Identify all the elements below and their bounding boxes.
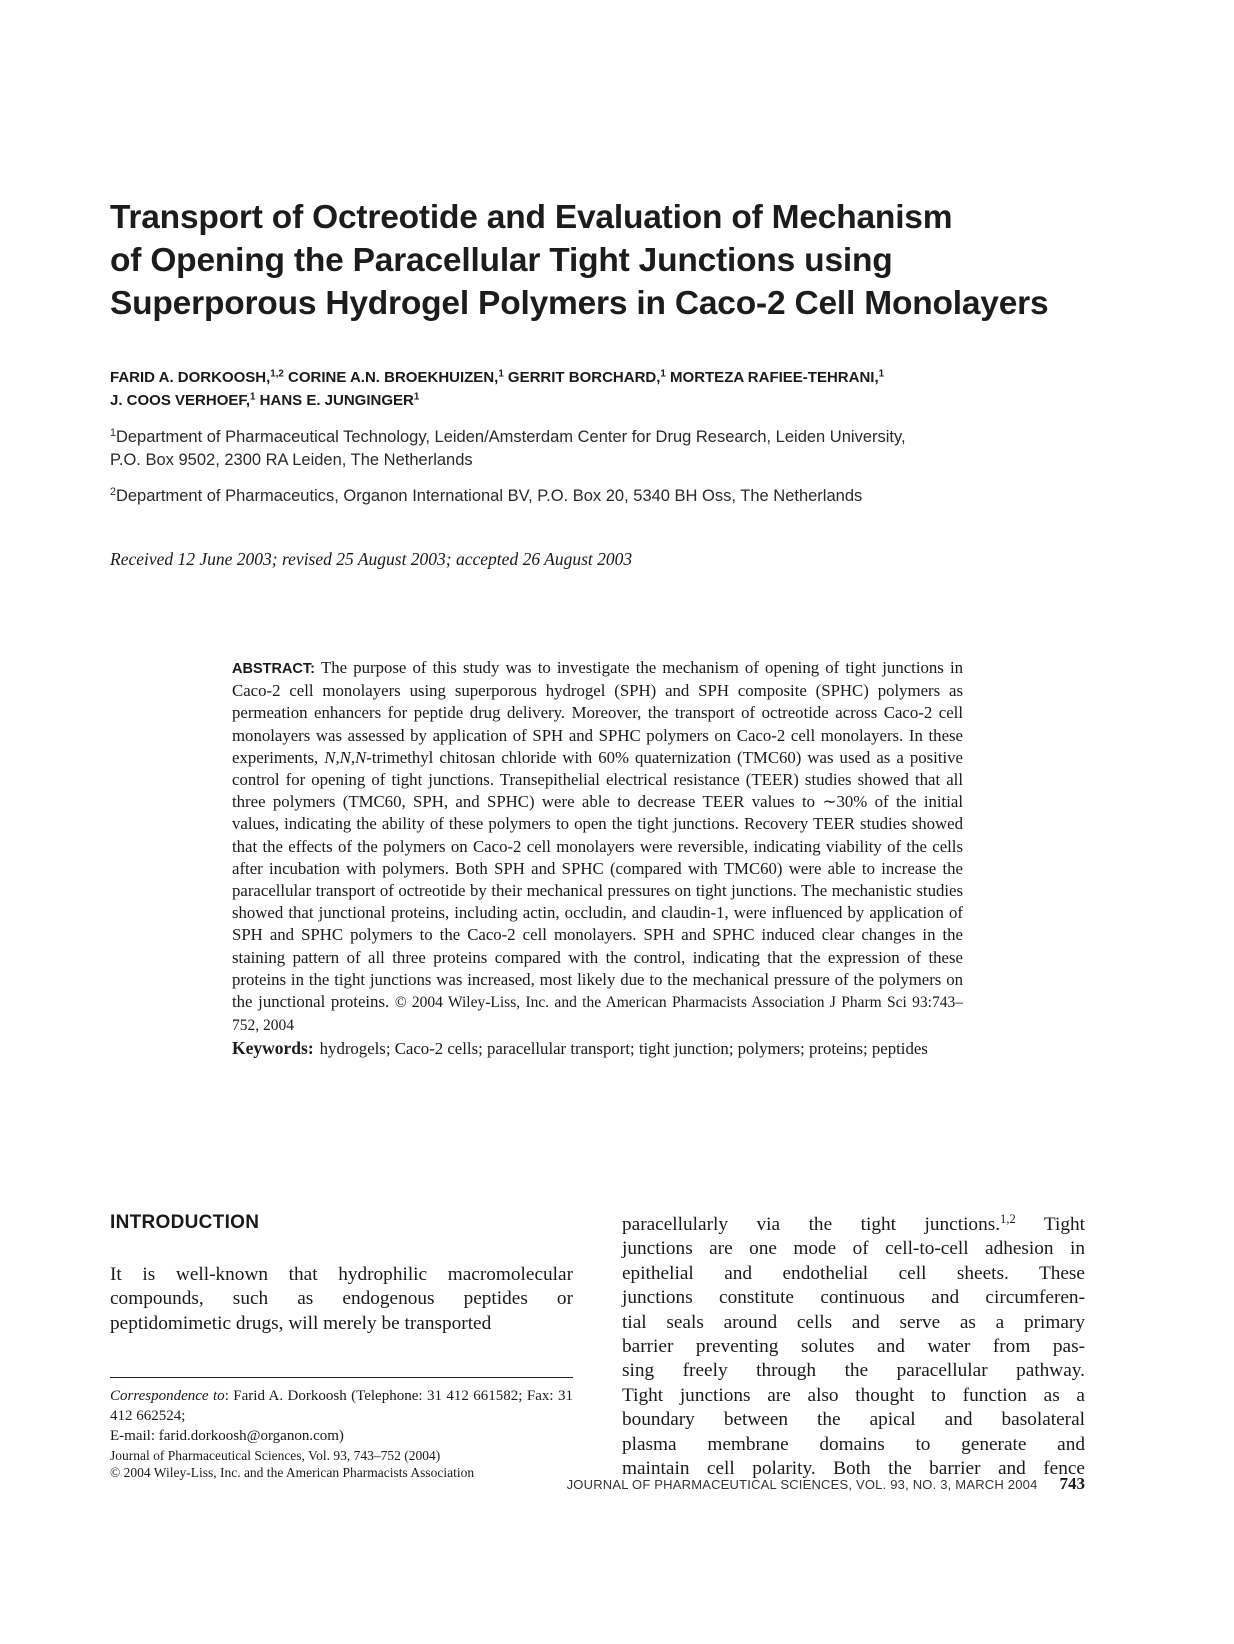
journal-note-line: Journal of Pharmaceutical Sciences, Vol. 93, 743–752 (2004) xyxy=(110,1448,441,1463)
text-line: tial seals around cells and serve as a primary xyxy=(622,1311,1085,1333)
text-line-part: paracellularly via the tight junctions. xyxy=(622,1214,1001,1235)
author: HANS E. JUNGINGER xyxy=(255,392,414,409)
paper-title xyxy=(110,196,1120,325)
author: MORTEZA RAFIEE-TEHRANI, xyxy=(665,369,879,386)
abstract-label: ABSTRACT: xyxy=(232,661,315,677)
affil-text: Department of Pharmaceutics, Organon International BV, P.O. Box 20, 5340 BH Oss, The Netherlands xyxy=(115,487,863,505)
title-line: of Opening the Paracellular Tight Junctions using xyxy=(110,242,893,279)
abstract-text: The purpose of this study was to investigate the mechanism of opening of tight junctions in Caco-2 cell monolayers using superporous hydrogel (SPH) and SPH composite (SPHC) polymers as permeation enhancers for peptide drug delivery. Moreover, the transport of octreotide across Caco-2 cell monolayers was assessed by application of SPH and SPHC polymers on Caco-2 cell monolayers. In these experiments, xyxy=(232,658,963,767)
abstract-text: -trimethyl chitosan chloride with 60% quaternization (TMC60) was used as a positive control for opening of tight junctions. Transepithelial electrical resistance (TEER) studies showed that all three polymers (TMC60, SPH, and SPHC) were able to decrease TEER values to ∼30% of the initial values, indicating the ability of these polymers to open the tight junctions. Recovery TEER studies showed that the effects of the polymers on Caco-2 cell monolayers were reversible, indicating viability of the cells after incubation with polymers. Both SPH and SPHC (compared with TMC60) were able to increase the paracellular transport of octreotide by their mechanical pressures on tight junctions. The mechanistic studies showed that junctional proteins, including actin, occludin, and claudin-1, were influenced by application of SPH and SPHC polymers to the Caco-2 cell monolayers. SPH and SPHC induced clear changes in the staining pattern of all three proteins compared with the control, indicating that the expression of these proteins in the tight junctions was increased, most likely due to the mechanical pressure of the polymers on the junctional proteins. xyxy=(232,747,963,1012)
page-number: 743 xyxy=(1059,1474,1085,1493)
author-affil-sup: 1 xyxy=(498,368,504,380)
text-line: Tight junctions are also thought to function as a xyxy=(622,1384,1085,1406)
correspondence-text: : Farid A. Dorkoosh (Telephone: 31 412 661582; Fax: 31 412 662524; xyxy=(110,1388,573,1424)
text-line: maintain cell polarity. Both the barrier and fence xyxy=(622,1458,1085,1480)
text-line: epithelial and endothelial cell sheets. These xyxy=(622,1262,1085,1284)
affil-sup: 1 xyxy=(110,427,116,440)
introduction-right-column xyxy=(622,1213,1085,1481)
journal-note-line: © 2004 Wiley-Liss, Inc. and the American Pharmacists Association xyxy=(110,1464,475,1480)
author: FARID A. DORKOOSH, xyxy=(110,369,271,386)
author-line xyxy=(110,366,1120,389)
author-affil-sup: 1 xyxy=(250,391,256,403)
text-line: plasma membrane domains to generate and xyxy=(622,1433,1085,1455)
author: J. COOS VERHOEF, xyxy=(110,392,251,409)
author-line xyxy=(110,389,1120,412)
keywords-label: Keywords: xyxy=(232,1038,314,1059)
correspondence-label: Correspondence to xyxy=(110,1388,225,1404)
author-affil-sup: 1 xyxy=(660,368,666,380)
correspondence-email: E-mail: farid.dorkoosh@organon.com) xyxy=(110,1428,344,1444)
title-line: Transport of Octreotide and Evaluation of Mechanism xyxy=(110,199,953,236)
affil-text: P.O. Box 9502, 2300 RA Leiden, The Netherlands xyxy=(110,451,473,469)
footer-journal-name: JOURNAL OF PHARMACEUTICAL SCIENCES, VOL. 93, NO. 3, MARCH 2004 xyxy=(566,1477,1038,1492)
title-line: Superporous Hydrogel Polymers in Caco-2 Cell Monolayers xyxy=(110,285,1049,322)
author-affil-sup: 1 xyxy=(413,391,420,403)
abstract-copyright: © 2004 Wiley-Liss, Inc. and the American Pharmacists Association J Pharm Sci 93:743–752, 2004 xyxy=(232,994,963,1035)
author-list xyxy=(110,366,1120,412)
section-heading-introduction: INTRODUCTION xyxy=(110,1212,260,1233)
received-dates: Received 12 June 2003; revised 25 August 2003; accepted 26 August 2003 xyxy=(110,549,633,569)
page-footer xyxy=(110,1474,1085,1494)
abstract-body xyxy=(232,657,963,1037)
abstract-italic: N,N,N xyxy=(324,747,367,767)
author-affil-sup: 1,2 xyxy=(270,368,284,380)
keywords xyxy=(232,1037,963,1060)
author-affil-sup: 1 xyxy=(878,368,885,380)
text-line: junctions are one mode of cell-to-cell adhesion in xyxy=(622,1238,1085,1260)
affil-sup: 2 xyxy=(110,486,116,499)
text-line: boundary between the apical and basolateral xyxy=(622,1409,1085,1431)
affiliation-2 xyxy=(110,485,1120,508)
author: CORINE A.N. BROEKHUIZEN, xyxy=(283,369,499,386)
text-line: barrier preventing solutes and water from pas- xyxy=(622,1336,1085,1358)
keywords-text: hydrogels; Caco-2 cells; paracellular transport; tight junction; polymers; proteins; peptides xyxy=(319,1039,928,1059)
text-line: sing freely through the paracellular pathway. xyxy=(622,1360,1085,1382)
text-line: junctions constitute continuous and circumferen- xyxy=(622,1287,1085,1309)
text-line xyxy=(622,1213,1085,1237)
text-line-part: Tight xyxy=(1015,1214,1085,1235)
citation-sup: 1,2 xyxy=(1000,1212,1016,1227)
affiliation-1 xyxy=(110,426,1120,472)
footnote-divider xyxy=(110,1377,573,1378)
introduction-left-column: It is well-known that hydrophilic macromolecular compounds, such as endogenous peptides or peptidomimetic drugs, will merely be transported xyxy=(110,1264,573,1334)
author: GERRIT BORCHARD, xyxy=(503,369,661,386)
correspondence-footnote xyxy=(110,1386,573,1446)
abstract xyxy=(232,657,963,1061)
affil-text: Department of Pharmaceutical Technology, Leiden/Amsterdam Center for Drug Research, Leiden University, xyxy=(115,428,906,446)
